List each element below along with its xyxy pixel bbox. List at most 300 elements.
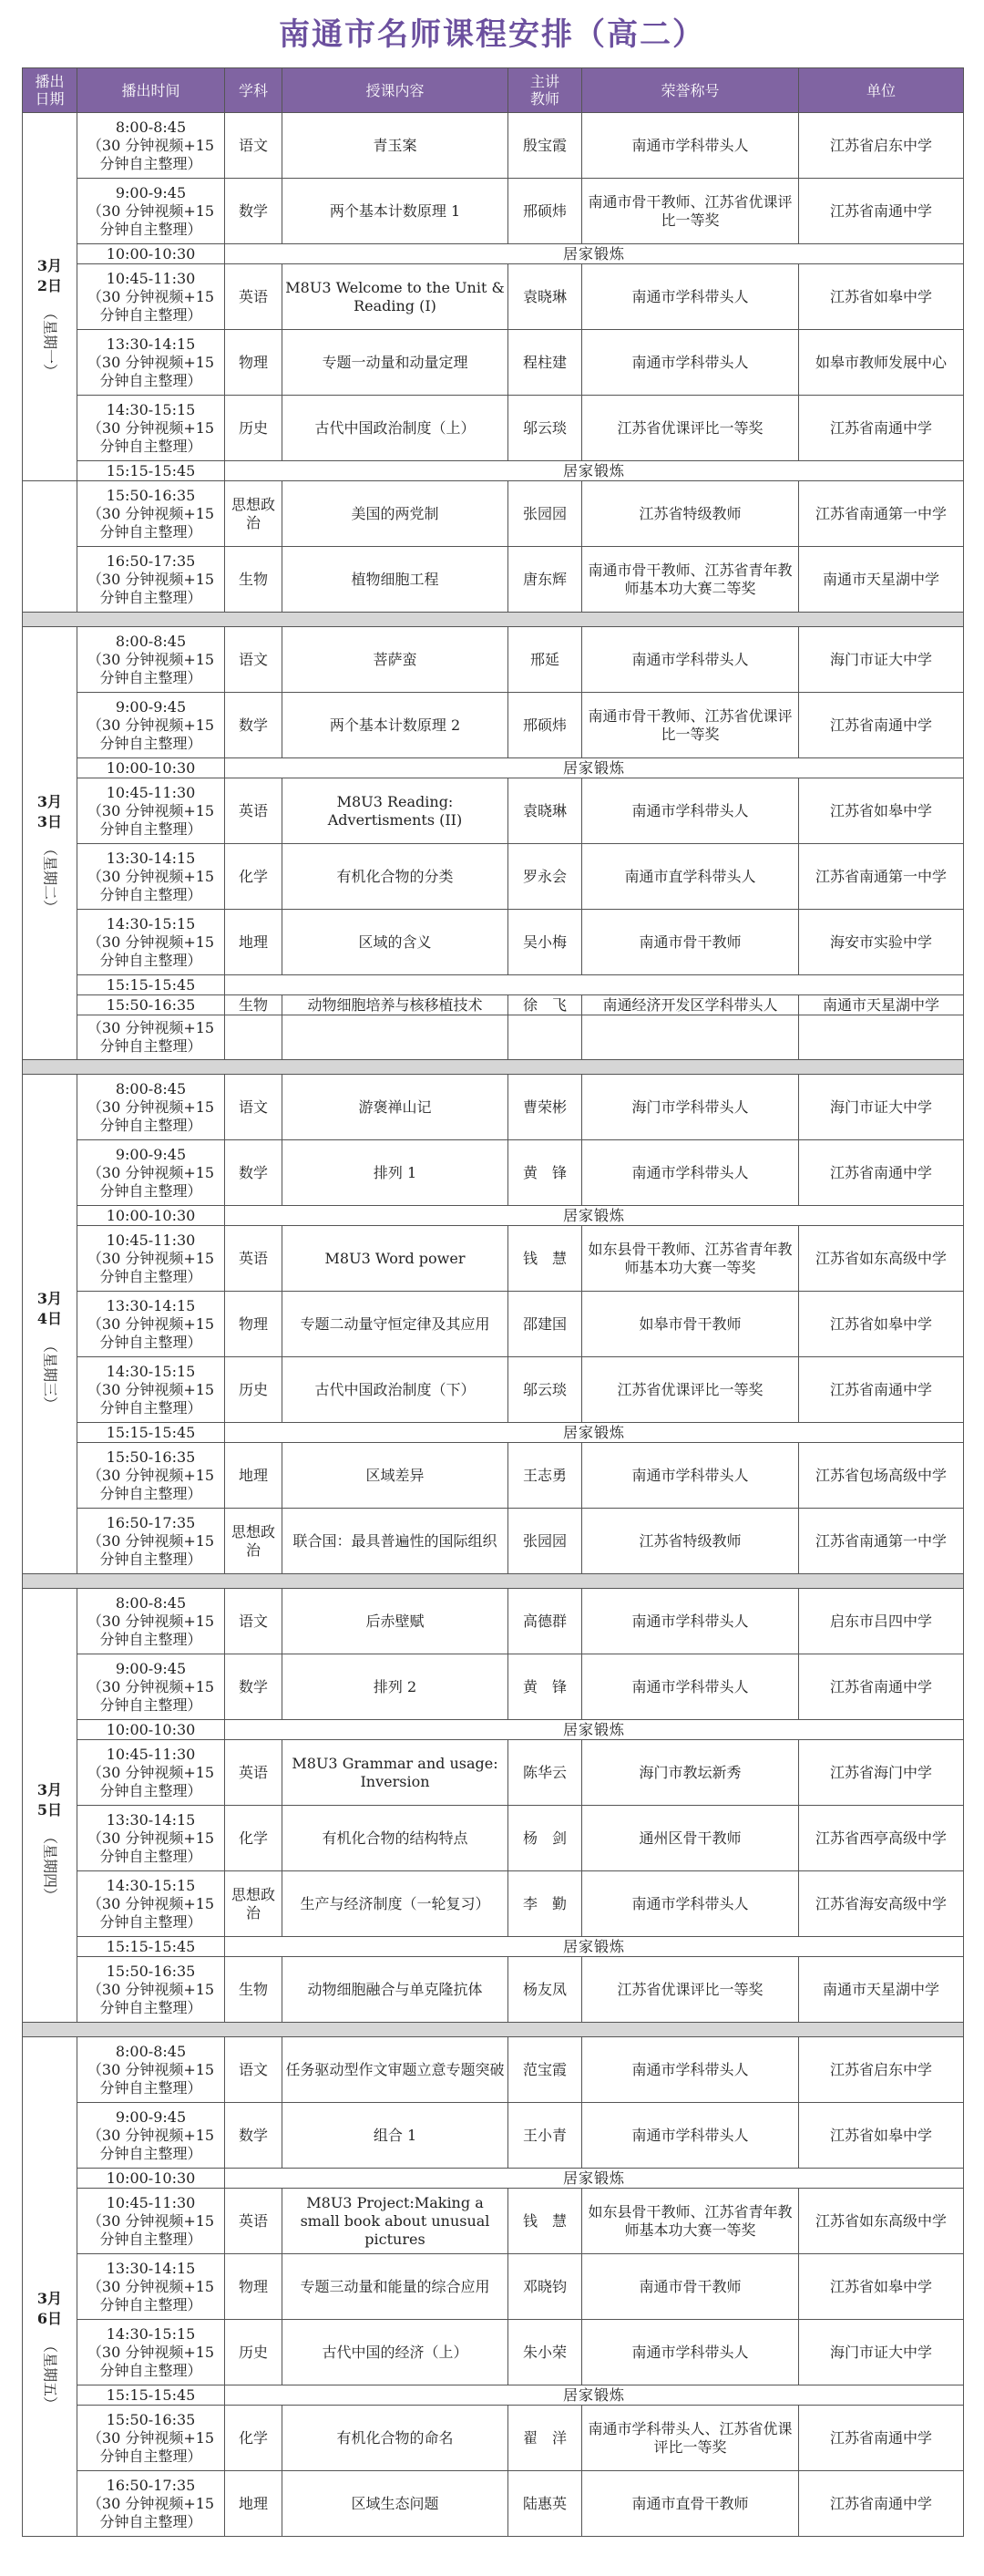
time-note: 分钟自主整理） <box>99 2447 202 2465</box>
schedule-row <box>23 910 964 975</box>
unit-cell: 海门市证大中学 <box>799 1075 964 1140</box>
day-separator <box>23 1574 964 1589</box>
time-range: 10:45-11:30 <box>106 2193 196 2211</box>
time-note: 分钟自主整理） <box>99 1630 202 1648</box>
schedule-body <box>23 113 964 2537</box>
schedule-table <box>22 67 964 2537</box>
schedule-row <box>23 2169 964 2189</box>
time-cell <box>77 1075 225 1140</box>
time-cell <box>77 2169 225 2189</box>
day-separator <box>23 613 964 627</box>
schedule-row <box>23 1015 964 1060</box>
honor-cell: 南通经济开发区学科带头人 <box>582 995 799 1015</box>
exercise-cell: 居家锻炼 <box>225 461 964 481</box>
time-note: 分钟自主整理） <box>99 305 202 324</box>
date-month: 3月 <box>36 793 63 811</box>
teacher-cell: 高德群 <box>508 1589 582 1654</box>
subject-cell: 数学 <box>225 179 282 244</box>
schedule-row <box>23 995 964 1015</box>
time-range: 14:30-15:15 <box>106 2324 196 2343</box>
time-note: 分钟自主整理） <box>99 1267 202 1285</box>
time-note: （30 分钟视频+15 <box>87 2494 215 2512</box>
separator-cell <box>23 2023 964 2037</box>
honor-cell: 南通市学科带头人 <box>582 778 799 844</box>
teacher-cell: 程柱建 <box>508 330 582 396</box>
time-range: 15:50-16:35 <box>106 1962 196 1980</box>
time-note: （30 分钟视频+15 <box>87 1677 215 1695</box>
honor-cell: 江苏省特级教师 <box>582 1509 799 1574</box>
honor-cell: 南通市学科带头人 <box>582 264 799 330</box>
unit-cell: 江苏省如东高级中学 <box>799 2189 964 2254</box>
honor-cell: 南通市直骨干教师 <box>582 2471 799 2537</box>
time-note: （30 分钟视频+15 <box>87 136 215 154</box>
honor-cell: 南通市骨干教师 <box>582 910 799 975</box>
time-cell <box>77 1740 225 1806</box>
time-note: （30 分钟视频+15 <box>87 650 215 668</box>
time-range: 9:00-9:45 <box>115 1659 187 1677</box>
teacher-cell: 袁晓琳 <box>508 264 582 330</box>
content-cell: 排列 2 <box>282 1654 508 1720</box>
honor-cell: 海门市学科带头人 <box>582 1075 799 1140</box>
date-cell <box>23 113 77 481</box>
time-range: 8:00-8:45 <box>115 118 187 136</box>
time-range: 13:30-14:15 <box>106 335 196 353</box>
time-note: （30 分钟视频+15 <box>87 2428 215 2447</box>
content-cell: 有机化合物的分类 <box>282 844 508 910</box>
content-cell: 美国的两党制 <box>282 481 508 547</box>
time-note: 分钟自主整理） <box>99 1398 202 1417</box>
schedule-row <box>23 2406 964 2471</box>
subject-cell: 思想政治 <box>225 1871 282 1937</box>
teacher-cell: 邬云琰 <box>508 396 582 461</box>
time-range: 10:00-10:30 <box>106 1206 196 1224</box>
time-note: （30 分钟视频+15 <box>87 2343 215 2361</box>
date-cell <box>23 1075 77 1574</box>
time-cell <box>77 1871 225 1937</box>
time-range: 13:30-14:15 <box>106 2259 196 2277</box>
subject-cell: 英语 <box>225 2189 282 2254</box>
schedule-row <box>23 1075 964 1140</box>
time-note: （30 分钟视频+15 <box>87 570 215 588</box>
time-range: 9:00-9:45 <box>115 2107 187 2126</box>
header-teacher-line: 教师 <box>529 90 559 108</box>
date-month: 3月 <box>36 1781 63 1799</box>
subject-cell: 数学 <box>225 1654 282 1720</box>
schedule-row <box>23 1654 964 1720</box>
time-note: 分钟自主整理） <box>99 522 202 541</box>
time-note: （30 分钟视频+15 <box>87 2277 215 2295</box>
time-cell <box>77 910 225 975</box>
header-date <box>23 68 77 113</box>
time-note: （30 分钟视频+15 <box>87 1612 215 1630</box>
schedule-row <box>23 1740 964 1806</box>
date-day: 3日 <box>36 813 63 831</box>
empty-cell <box>225 975 964 995</box>
time-note: （30 分钟视频+15 <box>87 1763 215 1781</box>
honor-cell: 南通市学科带头人 <box>582 2103 799 2169</box>
schedule-row <box>23 1589 964 1654</box>
exercise-cell: 居家锻炼 <box>225 1720 964 1740</box>
subject-cell: 生物 <box>225 995 282 1015</box>
time-cell <box>77 547 225 613</box>
subject-cell: 物理 <box>225 330 282 396</box>
content-cell: 青玉案 <box>282 113 508 179</box>
teacher-cell: 翟 洋 <box>508 2406 582 2471</box>
teacher-cell: 杨 剑 <box>508 1806 582 1871</box>
time-note: 分钟自主整理） <box>99 1181 202 1200</box>
exercise-cell: 居家锻炼 <box>225 1937 964 1957</box>
schedule-row <box>23 1720 964 1740</box>
time-cell <box>77 1806 225 1871</box>
honor-cell: 如皋市骨干教师 <box>582 1292 799 1357</box>
schedule-row <box>23 1140 964 1206</box>
unit-cell: 江苏省南通中学 <box>799 1654 964 1720</box>
time-note: （30 分钟视频+15 <box>87 1019 215 1036</box>
honor-cell: 南通市学科带头人 <box>582 330 799 396</box>
date-day: 6日 <box>36 2310 63 2328</box>
time-note: （30 分钟视频+15 <box>87 1380 215 1398</box>
subject-cell: 历史 <box>225 1357 282 1423</box>
schedule-row <box>23 113 964 179</box>
unit-cell: 南通市天星湖中学 <box>799 1957 964 2023</box>
schedule-row <box>23 758 964 778</box>
time-cell <box>77 1206 225 1226</box>
subject-cell: 生物 <box>225 547 282 613</box>
time-note: 分钟自主整理） <box>99 2295 202 2313</box>
time-note: 分钟自主整理） <box>99 819 202 838</box>
time-cell <box>77 330 225 396</box>
time-note: （30 分钟视频+15 <box>87 287 215 305</box>
time-range: 10:45-11:30 <box>106 1745 196 1763</box>
teacher-cell: 陆惠英 <box>508 2471 582 2537</box>
exercise-cell: 居家锻炼 <box>225 244 964 264</box>
honor-cell: 江苏省优课评比一等奖 <box>582 1357 799 1423</box>
time-range: 15:50-16:35 <box>106 995 196 1014</box>
honor-cell: 南通市学科带头人 <box>582 1140 799 1206</box>
exercise-cell: 居家锻炼 <box>225 2169 964 2189</box>
teacher-cell: 唐东辉 <box>508 547 582 613</box>
teacher-cell: 邵建国 <box>508 1292 582 1357</box>
teacher-cell: 黄 锋 <box>508 1140 582 1206</box>
content-cell: 组合 1 <box>282 2103 508 2169</box>
time-note: 分钟自主整理） <box>99 154 202 172</box>
time-cell <box>77 758 225 778</box>
subject-cell: 思想政治 <box>225 481 282 547</box>
time-range: 8:00-8:45 <box>115 1079 187 1097</box>
unit-cell: 江苏省南通中学 <box>799 1140 964 1206</box>
unit-cell: 江苏省包场高级中学 <box>799 1443 964 1509</box>
day-separator <box>23 2023 964 2037</box>
schedule-row <box>23 1871 964 1937</box>
teacher-cell: 邢硕炜 <box>508 179 582 244</box>
time-range: 10:00-10:30 <box>106 2169 196 2187</box>
honor-cell: 南通市骨干教师、江苏省优课评比一等奖 <box>582 693 799 758</box>
content-cell: 动物细胞培养与核移植技术 <box>282 995 508 1015</box>
time-note: 分钟自主整理） <box>99 220 202 238</box>
time-cell <box>77 1443 225 1509</box>
subject-cell: 数学 <box>225 693 282 758</box>
time-cell <box>77 1140 225 1206</box>
schedule-row <box>23 264 964 330</box>
teacher-cell: 张园园 <box>508 1509 582 1574</box>
teacher-cell: 王志勇 <box>508 1443 582 1509</box>
date-cell <box>23 2037 77 2537</box>
teacher-cell: 罗永会 <box>508 844 582 910</box>
date-month: 3月 <box>36 1289 63 1307</box>
time-note: （30 分钟视频+15 <box>87 418 215 437</box>
time-note: （30 分钟视频+15 <box>87 2126 215 2144</box>
schedule-row <box>23 1292 964 1357</box>
time-note: （30 分钟视频+15 <box>87 933 215 951</box>
unit-cell: 江苏省南通中学 <box>799 396 964 461</box>
content-cell: 两个基本计数原理 2 <box>282 693 508 758</box>
unit-cell: 江苏省南通中学 <box>799 693 964 758</box>
time-range: 15:50-16:35 <box>106 486 196 504</box>
time-cell <box>77 1015 225 1060</box>
time-note: （30 分钟视频+15 <box>87 1314 215 1333</box>
time-range: 15:50-16:35 <box>106 2410 196 2428</box>
date-day: 5日 <box>36 1801 63 1819</box>
honor-cell: 南通市学科带头人 <box>582 2037 799 2103</box>
time-note: 分钟自主整理） <box>99 1333 202 1351</box>
time-cell <box>77 1654 225 1720</box>
time-note: 分钟自主整理） <box>99 1781 202 1799</box>
time-note: （30 分钟视频+15 <box>87 201 215 220</box>
weekday-label: （星期四） <box>41 1829 59 1903</box>
teacher-cell: 李 勤 <box>508 1871 582 1937</box>
subject-cell: 语文 <box>225 113 282 179</box>
time-note: 分钟自主整理） <box>99 885 202 903</box>
time-note: （30 分钟视频+15 <box>87 1163 215 1181</box>
content-cell: 动物细胞融合与单克隆抗体 <box>282 1957 508 2023</box>
content-cell: 有机化合物的结构特点 <box>282 1806 508 1871</box>
time-cell <box>77 2037 225 2103</box>
header-content: 授课内容 <box>282 68 508 113</box>
honor-cell: 南通市骨干教师、江苏省优课评比一等奖 <box>582 179 799 244</box>
schedule-row <box>23 2320 964 2385</box>
content-cell: M8U3 Reading: Advertisments (II) <box>282 778 508 844</box>
schedule-row <box>23 1937 964 1957</box>
unit-cell: 南通市天星湖中学 <box>799 995 964 1015</box>
time-cell <box>77 778 225 844</box>
subject-cell: 化学 <box>225 2406 282 2471</box>
separator-cell <box>23 613 964 627</box>
time-cell <box>77 481 225 547</box>
date-cell-empty <box>23 481 77 613</box>
time-range: 15:15-15:45 <box>106 1937 196 1955</box>
schedule-row <box>23 2471 964 2537</box>
schedule-row <box>23 1206 964 1226</box>
unit-cell: 江苏省南通中学 <box>799 2471 964 2537</box>
time-range: 16:50-17:35 <box>106 1513 196 1531</box>
content-cell: 区域生态问题 <box>282 2471 508 2537</box>
schedule-row <box>23 547 964 613</box>
unit-cell: 江苏省启东中学 <box>799 2037 964 2103</box>
time-cell <box>77 2320 225 2385</box>
unit-cell: 江苏省南通第一中学 <box>799 481 964 547</box>
time-cell <box>77 2254 225 2320</box>
schedule-row <box>23 1957 964 2023</box>
time-note: 分钟自主整理） <box>99 734 202 752</box>
honor-cell: 江苏省特级教师 <box>582 481 799 547</box>
schedule-row <box>23 179 964 244</box>
honor-cell: 南通市学科带头人 <box>582 1871 799 1937</box>
time-range: 9:00-9:45 <box>115 697 187 716</box>
teacher-cell: 张园园 <box>508 481 582 547</box>
honor-cell: 南通市骨干教师 <box>582 2254 799 2320</box>
unit-cell: 江苏省如皋中学 <box>799 264 964 330</box>
subject-cell: 地理 <box>225 2471 282 2537</box>
time-cell <box>77 627 225 693</box>
day-separator <box>23 1060 964 1075</box>
time-range: 14:30-15:15 <box>106 1362 196 1380</box>
time-note: 分钟自主整理） <box>99 1550 202 1568</box>
content-cell: M8U3 Project:Making a small book about unusual pictures <box>282 2189 508 2254</box>
time-range: 13:30-14:15 <box>106 1810 196 1829</box>
time-note: 分钟自主整理） <box>99 1998 202 2016</box>
time-note: （30 分钟视频+15 <box>87 1466 215 1484</box>
date-cell <box>23 1589 77 2023</box>
time-note: 分钟自主整理） <box>99 2078 202 2097</box>
time-note: 分钟自主整理） <box>99 2230 202 2248</box>
subject-cell: 语文 <box>225 2037 282 2103</box>
time-cell <box>77 1509 225 1574</box>
teacher-cell: 徐 飞 <box>508 995 582 1015</box>
time-range: 16:50-17:35 <box>106 551 196 570</box>
unit-cell: 如皋市教师发展中心 <box>799 330 964 396</box>
schedule-row <box>23 1423 964 1443</box>
subject-cell: 英语 <box>225 264 282 330</box>
time-cell <box>77 2385 225 2406</box>
time-cell <box>77 1589 225 1654</box>
schedule-row <box>23 2254 964 2320</box>
unit-cell: 海门市证大中学 <box>799 627 964 693</box>
honor-cell: 南通市学科带头人 <box>582 1654 799 1720</box>
honor-cell: 如东县骨干教师、江苏省青年教师基本功大赛一等奖 <box>582 1226 799 1292</box>
time-note: 分钟自主整理） <box>99 588 202 606</box>
time-cell <box>77 1423 225 1443</box>
subject-cell: 历史 <box>225 396 282 461</box>
weekday-label: （星期五） <box>41 2338 59 2412</box>
teacher-cell: 黄 锋 <box>508 1654 582 1720</box>
teacher-cell: 袁晓琳 <box>508 778 582 844</box>
exercise-cell: 居家锻炼 <box>225 1423 964 1443</box>
time-note: 分钟自主整理） <box>99 1037 202 1055</box>
header-date-line: 播出 <box>35 73 65 90</box>
subject-cell: 英语 <box>225 778 282 844</box>
time-cell <box>77 844 225 910</box>
subject-cell: 化学 <box>225 1806 282 1871</box>
time-note: （30 分钟视频+15 <box>87 504 215 522</box>
time-note: （30 分钟视频+15 <box>87 1249 215 1267</box>
content-cell: M8U3 Welcome to the Unit & Reading (I) <box>282 264 508 330</box>
schedule-row <box>23 481 964 547</box>
time-note: （30 分钟视频+15 <box>87 1980 215 1998</box>
time-note: （30 分钟视频+15 <box>87 1097 215 1116</box>
time-cell <box>77 1357 225 1423</box>
time-range: 13:30-14:15 <box>106 1296 196 1314</box>
time-cell <box>77 264 225 330</box>
time-note: （30 分钟视频+15 <box>87 716 215 734</box>
teacher-cell: 陈华云 <box>508 1740 582 1806</box>
time-note: 分钟自主整理） <box>99 1695 202 1714</box>
unit-cell: 南通市天星湖中学 <box>799 547 964 613</box>
schedule-row <box>23 1509 964 1574</box>
unit-cell: 江苏省南通第一中学 <box>799 1509 964 1574</box>
time-range: 8:00-8:45 <box>115 1593 187 1612</box>
subject-cell: 生物 <box>225 1957 282 2023</box>
honor-cell: 南通市直学科带头人 <box>582 844 799 910</box>
time-range: 14:30-15:15 <box>106 400 196 418</box>
time-range: 15:50-16:35 <box>106 1448 196 1466</box>
content-cell: 任务驱动型作文审题立意专题突破 <box>282 2037 508 2103</box>
honor-cell: 南通市骨干教师、江苏省青年教师基本功大赛二等奖 <box>582 547 799 613</box>
content-cell: 植物细胞工程 <box>282 547 508 613</box>
time-cell <box>77 995 225 1015</box>
subject-cell: 语文 <box>225 1075 282 1140</box>
schedule-row <box>23 975 964 995</box>
time-range: 8:00-8:45 <box>115 2042 187 2060</box>
time-cell <box>77 1937 225 1957</box>
unit-cell-empty <box>799 1015 964 1060</box>
date-month: 3月 <box>36 256 63 274</box>
subject-cell-empty <box>225 1015 282 1060</box>
subject-cell: 数学 <box>225 1140 282 1206</box>
date-month: 3月 <box>36 2290 63 2308</box>
time-cell <box>77 1957 225 2023</box>
time-cell <box>77 693 225 758</box>
subject-cell: 物理 <box>225 1292 282 1357</box>
weekday-label: （星期三） <box>41 1337 59 1411</box>
time-cell <box>77 1720 225 1740</box>
header-honor: 荣誉称号 <box>582 68 799 113</box>
time-range: 15:15-15:45 <box>106 2385 196 2404</box>
teacher-cell: 殷宝霞 <box>508 113 582 179</box>
header-subject: 学科 <box>225 68 282 113</box>
content-cell: 古代中国政治制度（下） <box>282 1357 508 1423</box>
time-note: （30 分钟视频+15 <box>87 353 215 371</box>
date-day: 2日 <box>36 276 63 294</box>
unit-cell: 江苏省南通中学 <box>799 2406 964 2471</box>
unit-cell: 江苏省启东中学 <box>799 113 964 179</box>
weekday-label: （星期一） <box>41 304 59 378</box>
content-cell: 专题一动量和动量定理 <box>282 330 508 396</box>
time-range: 16:50-17:35 <box>106 2476 196 2494</box>
time-range: 15:15-15:45 <box>106 1423 196 1441</box>
header-teacher <box>508 68 582 113</box>
honor-cell: 南通市学科带头人 <box>582 1443 799 1509</box>
subject-cell: 语文 <box>225 627 282 693</box>
teacher-cell: 吴小梅 <box>508 910 582 975</box>
content-cell: 区域的含义 <box>282 910 508 975</box>
honor-cell: 如东县骨干教师、江苏省青年教师基本功大赛一等奖 <box>582 2189 799 2254</box>
unit-cell: 启东市吕四中学 <box>799 1589 964 1654</box>
subject-cell: 地理 <box>225 1443 282 1509</box>
date-day: 4日 <box>36 1309 63 1327</box>
teacher-cell: 杨友凤 <box>508 1957 582 2023</box>
schedule-row <box>23 244 964 264</box>
schedule-row <box>23 1443 964 1509</box>
subject-cell: 历史 <box>225 2320 282 2385</box>
time-note: 分钟自主整理） <box>99 2512 202 2530</box>
header-row <box>23 68 964 113</box>
schedule-row <box>23 627 964 693</box>
time-range: 14:30-15:15 <box>106 1876 196 1894</box>
schedule-row <box>23 693 964 758</box>
unit-cell: 江苏省海安高级中学 <box>799 1871 964 1937</box>
time-cell <box>77 1292 225 1357</box>
honor-cell: 南通市学科带头人、江苏省优课评比一等奖 <box>582 2406 799 2471</box>
